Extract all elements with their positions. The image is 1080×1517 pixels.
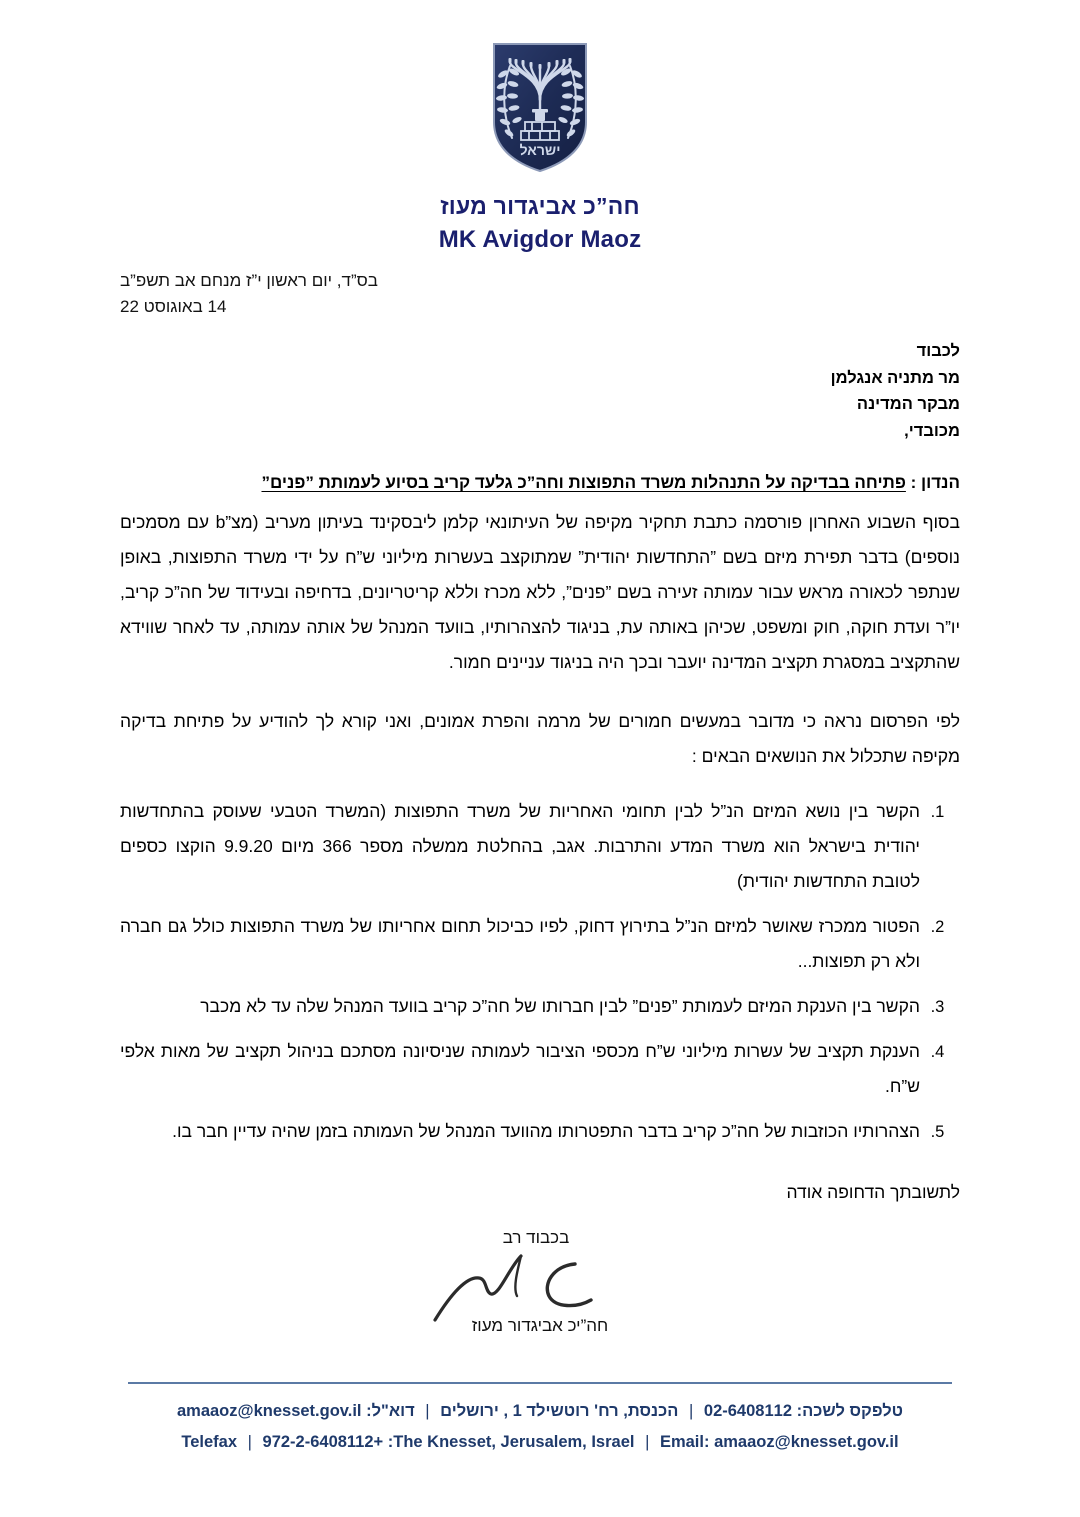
footer-fax: 972-2-6408112+	[262, 1432, 384, 1451]
signature-block	[0, 1228, 1080, 1336]
recipient-block	[120, 338, 960, 418]
footer-separator: |	[689, 1402, 694, 1420]
salutation: מכובדי,	[904, 422, 960, 440]
footer-email[interactable]: amaaoz@knesset.gov.il	[176, 1402, 362, 1420]
topic-item: 4. הענקת תקציב של עשרות מיליוני ש”ח מכספי הציבור לעמותה שניסיונה מסתכם בניהול תקציב של מאות אלפי ש”ח.	[120, 1034, 926, 1104]
recipient-title: מבקר המדינה	[856, 395, 960, 414]
footer	[110, 1396, 970, 1457]
topic-item: 5. הצהרותיו הכוזבות של חה”כ קריב בדבר התפטרותו מהוועד המנהל של העמותה בזמן שהיה עדיין חבר בו.	[120, 1114, 926, 1149]
closing-request: לתשובתך הדחופה אודה	[786, 1182, 960, 1202]
footer-phone: 02-6408112	[703, 1402, 792, 1420]
signature-name: חה”יכ אביגדור מעוז	[471, 1316, 609, 1335]
subject-label: הנדון :	[910, 473, 960, 492]
footer-hebrew-line	[110, 1396, 970, 1427]
recipient-name: מר מתניה אנגלמן	[830, 368, 960, 387]
footer-email-en[interactable]: amaaoz@knesset.gov.il	[714, 1432, 899, 1451]
topics-list	[120, 794, 960, 1149]
footer-separator: |	[645, 1432, 650, 1451]
date-block	[120, 268, 960, 321]
recipient-honorific: לכבוד	[916, 342, 960, 360]
footer-separator: |	[425, 1402, 430, 1420]
letter-body	[120, 505, 960, 1159]
paragraph-1: בסוף השבוע האחרון פורסמה כתבת תחקיר מקיפה של העיתונאי קלמן ליבסקינד בעיתון מעריב (מצ”b עם מסמכים נוספים) בדבר תפירת מיזם בשם ”התחדשות יהודית” שמתוקצב בעשרות מיליוני ש”ח על ידי משרד התפוצות, באופן שנתפר לכאורה מראש עבור עמותה זעירה בשם ”פנים”, ללא מכרז וללא קריטריונים, בדחיפה ובעידוד של חה”כ קריב, יו”ר ועדת חוקה, חוק ומשפט, שכיהן באותה עת, בניגוד להצהרותיו, בוועד המנהל של אותה עמותה, עד לאחר שווידא שהתקציב במסגרת תקציב המדינה יועבר ובכך היה בניגוד עניינים חמור.	[120, 512, 960, 672]
letterhead-hebrew-name: חה”כ אביגדור מעוז	[440, 193, 640, 219]
footer-address-en: :The Knesset, Jerusalem, Israel	[387, 1432, 635, 1451]
letterhead	[0, 192, 1080, 255]
footer-fax-label: Telefax	[181, 1432, 238, 1451]
footer-phone-label: טלפקס לשכה:	[796, 1402, 904, 1420]
handwritten-signature-icon	[425, 1246, 655, 1324]
footer-separator: |	[247, 1432, 252, 1451]
emblem-container	[0, 38, 1080, 174]
gregorian-date: 14 באוגוסט 22	[120, 297, 227, 317]
signature-regards: בכבוד רב	[502, 1228, 570, 1247]
footer-email-label: דוא"ל:	[366, 1402, 415, 1420]
topic-item: 2. הפטור ממכרז שאושר למיזם הנ”ל בתירוץ דחוק, לפיו כביכול תחום אחריותו של משרד התפוצות כולל גם חברה ולא רק תפוצות...	[120, 909, 926, 979]
footer-email-label-en: Email:	[659, 1432, 710, 1451]
hebrew-date: בס”ד, יום ראשון י”ז מנחם אב תשפ”ב	[120, 271, 378, 290]
subject-line	[120, 470, 960, 496]
footer-english-line	[110, 1427, 970, 1458]
footer-divider	[128, 1382, 952, 1384]
letterhead-english-name: MK Avigdor Maoz	[438, 225, 642, 253]
topic-item: 1. הקשר בין נושא המיזם הנ”ל לבין תחומי האחריות של משרד התפוצות (המשרד הטבעי שעוסק בהתחדשות יהודית בישראל הוא משרד המדע והתרבות. אגב, בהחלטת ממשלה מספר 366 מיום 9.9.20 הוקצו כספים לטובת התחדשות יהודית)	[120, 794, 926, 899]
paragraph-2: לפי הפרסום נראה כי מדובר במעשים חמורים של מרמה והפרת אמונים, ואני קורא לך להודיע על פתיחת בדיקה מקיפה שתכלול את הנושאים הבאים :	[120, 711, 960, 766]
israel-state-emblem-icon	[488, 38, 592, 174]
emblem-inscription: ישראל	[519, 142, 561, 158]
footer-address: הכנסת, רח' רוטשילד 1 , ירושלים	[440, 1402, 679, 1420]
subject-text: פתיחה בבדיקה על התנהלות משרד התפוצות וחה”כ גלעד קריב בסיוע לעמותת ”פנים”	[261, 473, 906, 492]
topic-item: 3. הקשר בין הענקת המיזם לעמותת ”פנים” לבין חברותו של חה”כ קריב בוועד המנהל שלה עד לא מכבר	[120, 989, 926, 1024]
